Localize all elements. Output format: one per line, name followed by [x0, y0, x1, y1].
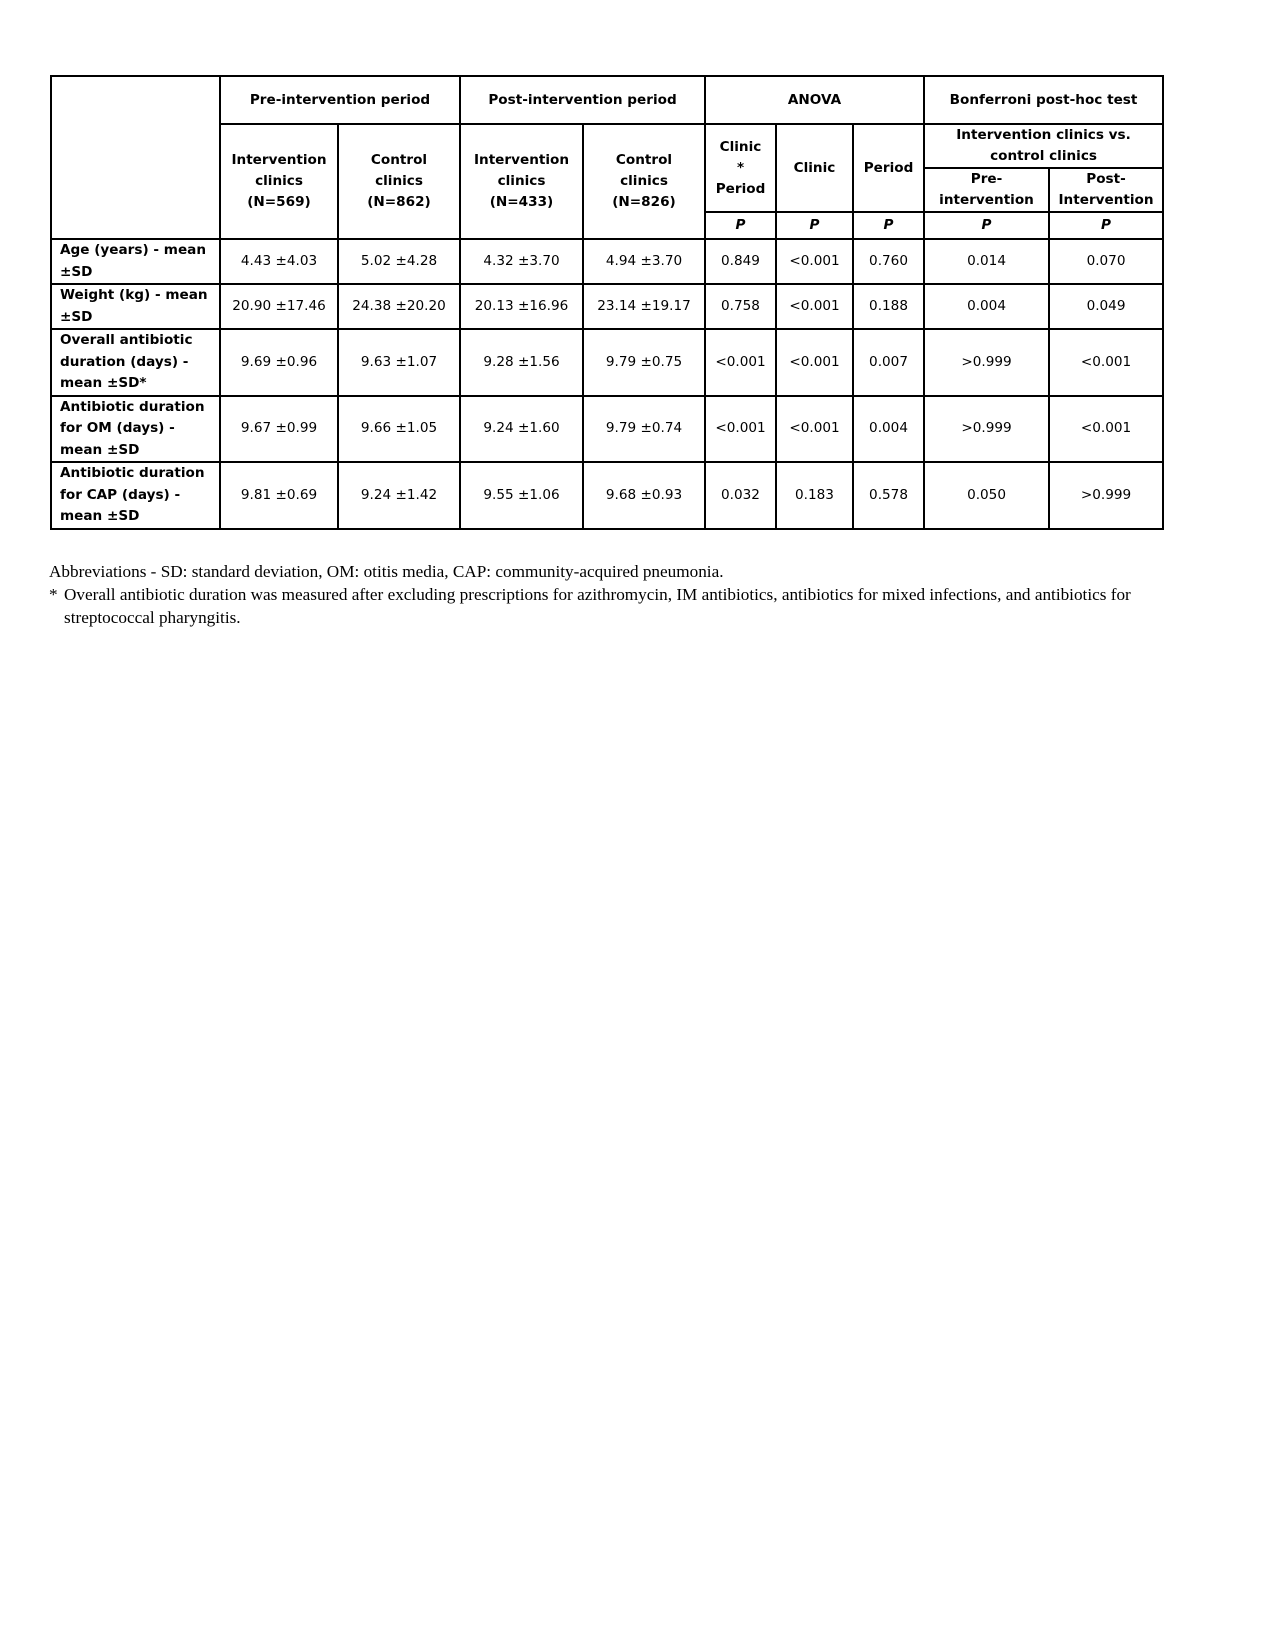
cell-p-interaction: <0.001 — [705, 396, 776, 463]
cell-p-bonf-post: >0.999 — [1049, 462, 1163, 529]
header-post-intervention-clinics: Intervention clinics (N=433) — [460, 124, 583, 239]
cell-pre-intervention: 9.69 ±0.96 — [220, 329, 338, 396]
cell-p-period: 0.004 — [853, 396, 924, 463]
cell-post-intervention: 9.28 ±1.56 — [460, 329, 583, 396]
cell-pre-control: 9.24 ±1.42 — [338, 462, 460, 529]
header-anova-period: Period — [853, 124, 924, 212]
p-label: P — [924, 212, 1049, 239]
p-label: P — [776, 212, 853, 239]
header-bonferroni-post: Post- Intervention — [1049, 168, 1163, 212]
results-table — [50, 75, 1164, 530]
cell-pre-control: 9.66 ±1.05 — [338, 396, 460, 463]
header-bonferroni: Bonferroni post-hoc test — [924, 76, 1163, 124]
cell-p-interaction: 0.849 — [705, 239, 776, 284]
cell-p-clinic: <0.001 — [776, 329, 853, 396]
table-row-weight — [51, 284, 1163, 329]
row-label: Age (years) - mean ±SD — [51, 239, 220, 284]
cell-p-period: 0.007 — [853, 329, 924, 396]
header-anova-interaction: Clinic * Period — [705, 124, 776, 212]
cell-p-clinic: <0.001 — [776, 284, 853, 329]
header-pre-intervention-clinics: Intervention clinics (N=569) — [220, 124, 338, 239]
cell-p-clinic: 0.183 — [776, 462, 853, 529]
table-row-age — [51, 239, 1163, 284]
footnote — [49, 583, 1189, 629]
cell-post-intervention: 9.55 ±1.06 — [460, 462, 583, 529]
table-notes — [49, 560, 1189, 629]
row-label: Overall antibiotic duration (days) - mean ±SD* — [51, 329, 220, 396]
cell-p-period: 0.578 — [853, 462, 924, 529]
header-post-control-clinics: Control clinics (N=826) — [583, 124, 705, 239]
row-label: Antibiotic duration for OM (days) - mean ±SD — [51, 396, 220, 463]
cell-post-control: 4.94 ±3.70 — [583, 239, 705, 284]
cell-p-bonf-pre: 0.014 — [924, 239, 1049, 284]
cell-p-bonf-post: 0.049 — [1049, 284, 1163, 329]
table-row-om-duration — [51, 396, 1163, 463]
cell-post-control: 9.79 ±0.74 — [583, 396, 705, 463]
cell-p-bonf-pre: 0.050 — [924, 462, 1049, 529]
p-label: P — [853, 212, 924, 239]
cell-p-bonf-pre: >0.999 — [924, 396, 1049, 463]
cell-post-control: 9.68 ±0.93 — [583, 462, 705, 529]
cell-p-bonf-post: <0.001 — [1049, 329, 1163, 396]
header-pre-control-clinics: Control clinics (N=862) — [338, 124, 460, 239]
cell-pre-intervention: 20.90 ±17.46 — [220, 284, 338, 329]
cell-post-intervention: 9.24 ±1.60 — [460, 396, 583, 463]
cell-p-bonf-pre: 0.004 — [924, 284, 1049, 329]
abbreviations-note: Abbreviations - SD: standard deviation, OM: otitis media, CAP: community-acquired pneumonia. — [49, 562, 724, 581]
cell-p-period: 0.760 — [853, 239, 924, 284]
cell-pre-intervention: 9.67 ±0.99 — [220, 396, 338, 463]
cell-pre-control: 9.63 ±1.07 — [338, 329, 460, 396]
cell-p-bonf-post: <0.001 — [1049, 396, 1163, 463]
cell-p-bonf-pre: >0.999 — [924, 329, 1049, 396]
header-row-groups — [51, 76, 1163, 124]
cell-p-interaction: <0.001 — [705, 329, 776, 396]
footnote-mark: * — [49, 585, 58, 604]
header-bonferroni-comparison: Intervention clinics vs. control clinics — [924, 124, 1163, 168]
cell-post-intervention: 20.13 ±16.96 — [460, 284, 583, 329]
header-empty-corner — [51, 76, 220, 239]
cell-post-intervention: 4.32 ±3.70 — [460, 239, 583, 284]
cell-pre-control: 24.38 ±20.20 — [338, 284, 460, 329]
cell-p-interaction: 0.032 — [705, 462, 776, 529]
header-pre-period: Pre-intervention period — [220, 76, 460, 124]
cell-pre-control: 5.02 ±4.28 — [338, 239, 460, 284]
cell-p-bonf-post: 0.070 — [1049, 239, 1163, 284]
row-label: Weight (kg) - mean ±SD — [51, 284, 220, 329]
cell-p-period: 0.188 — [853, 284, 924, 329]
cell-pre-intervention: 9.81 ±0.69 — [220, 462, 338, 529]
cell-post-control: 9.79 ±0.75 — [583, 329, 705, 396]
footnote-text: Overall antibiotic duration was measured after excluding prescriptions for azithromycin, IM antibiotics, antibiotics for mixed infections, and antibiotics for streptococcal pharyngitis. — [64, 585, 1131, 627]
header-anova: ANOVA — [705, 76, 924, 124]
cell-p-clinic: <0.001 — [776, 239, 853, 284]
table-row-cap-duration — [51, 462, 1163, 529]
cell-p-clinic: <0.001 — [776, 396, 853, 463]
cell-p-interaction: 0.758 — [705, 284, 776, 329]
header-anova-clinic: Clinic — [776, 124, 853, 212]
results-table-container — [50, 75, 1162, 530]
header-bonferroni-pre: Pre- intervention — [924, 168, 1049, 212]
cell-post-control: 23.14 ±19.17 — [583, 284, 705, 329]
p-label: P — [1049, 212, 1163, 239]
header-post-period: Post-intervention period — [460, 76, 705, 124]
cell-pre-intervention: 4.43 ±4.03 — [220, 239, 338, 284]
row-label: Antibiotic duration for CAP (days) - mean ±SD — [51, 462, 220, 529]
table-row-overall-duration — [51, 329, 1163, 396]
p-label: P — [705, 212, 776, 239]
